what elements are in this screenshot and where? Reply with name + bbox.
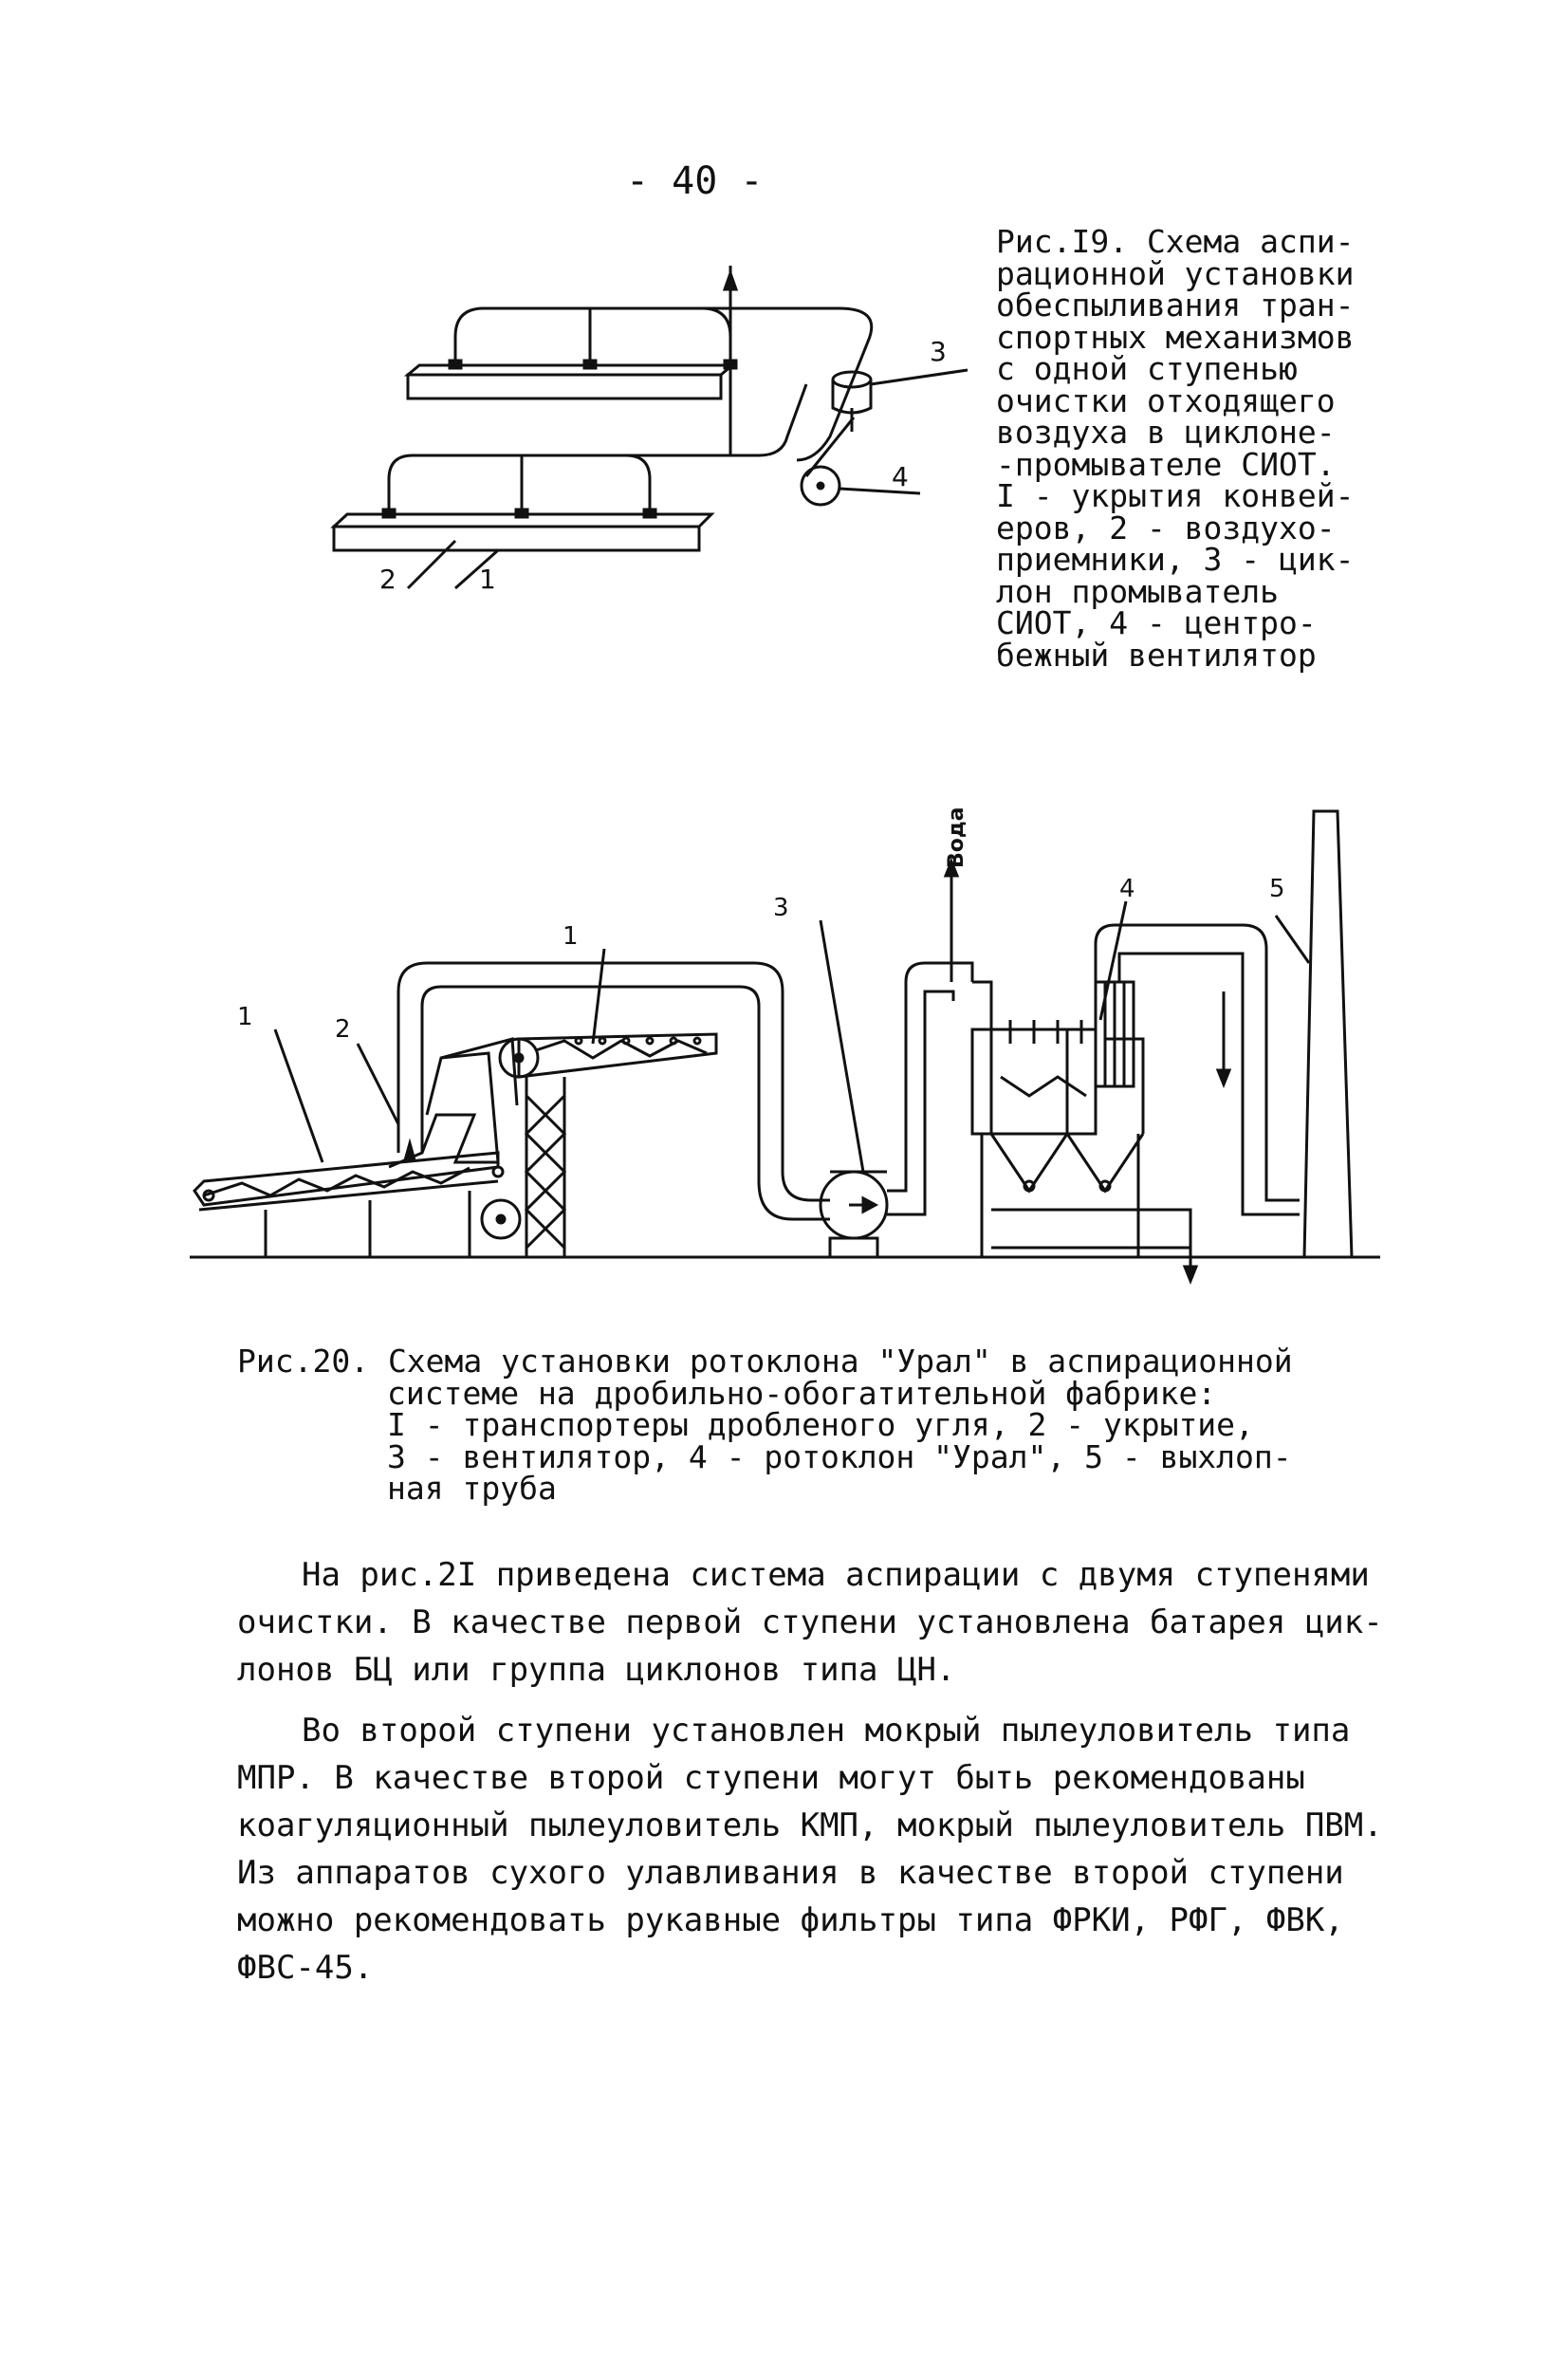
- caption-line: бежный вентилятор: [996, 636, 1317, 674]
- figure-20-diagram: [185, 792, 1390, 1286]
- paragraph-line: Во второй ступени установлен мокрый пылеуловитель типа: [302, 1712, 1351, 1750]
- fig20-label-4: 4: [1119, 875, 1135, 903]
- caption-line: СИОТ, 4 - центро-: [996, 604, 1317, 641]
- caption-line: Рис.20. Схема установки ротоклона "Урал" в аспирационной: [237, 1343, 1293, 1380]
- fig20-label-3: 3: [773, 894, 789, 922]
- paragraph-line: можно рекомендовать рукавные фильтры типа ФРКИ, РФГ, ФВК,: [237, 1901, 1344, 1939]
- caption-line: рационной установки: [996, 254, 1355, 292]
- figure-19-diagram: [313, 266, 996, 607]
- fig20-label-5: 5: [1269, 875, 1285, 903]
- fig20-label-2: 2: [335, 1015, 351, 1044]
- caption-line: спортных механизмов: [996, 318, 1355, 356]
- stack: [1304, 811, 1352, 1257]
- caption-line: лон промыватель: [996, 572, 1280, 610]
- caption-line: очистки отходящего: [996, 381, 1336, 419]
- lower-conveyor: [194, 1153, 503, 1257]
- caption-line: -промывателе СИОТ.: [996, 445, 1336, 483]
- paragraph-line: МПР. В качестве второй ступени могут быть рекомендованы: [237, 1759, 1305, 1797]
- paragraph-line: На рис.2I приведена система аспирации с двумя ступенями: [302, 1556, 1370, 1594]
- fig19-label-3: 3: [930, 336, 947, 367]
- paragraph-line: Из аппаратов сухого улавливания в качестве второй ступени: [237, 1854, 1344, 1892]
- paragraph-line: лонов БЦ или группа циклонов типа ЦН.: [237, 1651, 956, 1689]
- caption-line: приемники, 3 - цик-: [996, 541, 1355, 578]
- fig20-label-1-lower: 1: [237, 1003, 253, 1031]
- fig19-label-4: 4: [892, 461, 909, 492]
- fig19-label-1: 1: [479, 564, 496, 595]
- fig19-label-2: 2: [379, 564, 397, 595]
- caption-line: ная труба: [387, 1470, 557, 1507]
- cover: [389, 1053, 498, 1167]
- paragraph-line: очистки. В качестве первой ступени установлена батарея цик-: [237, 1603, 1383, 1641]
- caption-line: обеспыливания тран-: [996, 287, 1355, 324]
- figure-19-caption: [996, 223, 1413, 674]
- caption-line: Рис.I9. Схема аспи-: [996, 223, 1355, 260]
- page-number: - 40 -: [626, 159, 764, 203]
- body-text: [237, 1551, 1383, 1992]
- rotoclone: [972, 982, 1143, 1257]
- fan: [821, 1172, 887, 1257]
- caption-line: воздуха в циклоне-: [996, 414, 1336, 451]
- caption-line: еров, 2 - воздухо-: [996, 509, 1336, 547]
- trestle: [526, 1077, 564, 1257]
- paragraph-line: ФВС-45.: [237, 1949, 374, 1987]
- upper-conveyor: [519, 1034, 716, 1077]
- caption-line: с одной ступенью: [996, 350, 1298, 387]
- caption-line: I - укрытия конвей-: [996, 477, 1355, 514]
- upper-conveyor-cover: [408, 375, 721, 398]
- lower-conveyor-cover: [334, 527, 699, 550]
- paragraph-line: коагуляционный пылеуловитель КМП, мокрый пылеуловитель ПВМ.: [237, 1806, 1383, 1844]
- caption-line: системе на дробильно-обогатительной фабрике:: [387, 1374, 1217, 1412]
- figure-20-caption: [237, 1345, 1328, 1505]
- caption-line: I - транспортеры дробленого угля, 2 - укрытие,: [387, 1406, 1254, 1443]
- fig20-label-1-upper: 1: [563, 922, 579, 951]
- fig20-label-water: Вода: [945, 806, 968, 868]
- caption-line: 3 - вентилятор, 4 - ротоклон "Урал", 5 - выхлоп-: [387, 1437, 1292, 1475]
